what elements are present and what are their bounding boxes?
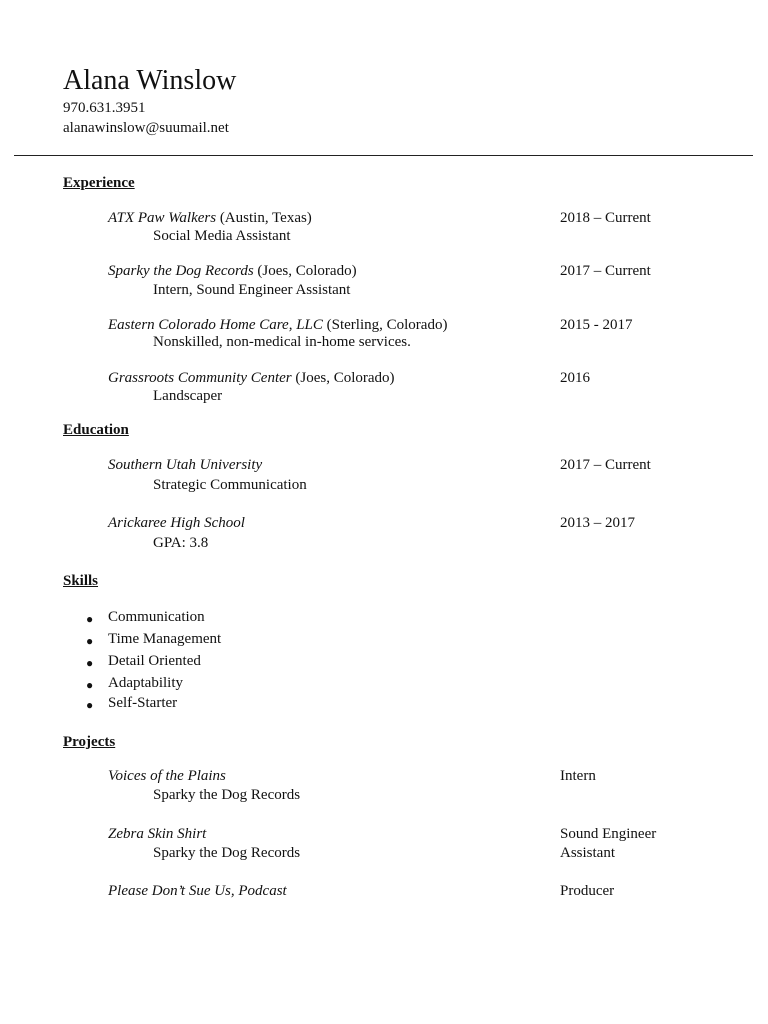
bullet-icon: ●: [86, 634, 94, 648]
project-title: Zebra Skin Shirt: [108, 826, 207, 842]
project-role: Intern: [560, 768, 596, 784]
education-school: Arickaree High School: [108, 515, 245, 531]
project-org: Sparky the Dog Records: [153, 787, 301, 803]
education-heading: Education: [63, 422, 129, 438]
skill-list-item: ● Adaptability: [108, 675, 183, 692]
experience-date: 2016: [560, 370, 590, 386]
bullet-icon: ●: [86, 612, 94, 626]
experience-date: 2015 - 2017: [560, 317, 633, 333]
project-title: Please Don’t Sue Us, Podcast: [108, 883, 287, 899]
experience-org: Grassroots Community Center (Joes, Colorado): [108, 370, 395, 386]
education-school: Southern Utah University: [108, 457, 263, 473]
bullet-icon: ●: [86, 698, 94, 712]
experience-org: ATX Paw Walkers (Austin, Texas): [108, 210, 312, 226]
experience-role: Nonskilled, non-medical in-home services.: [153, 334, 411, 350]
education-detail: Strategic Communication: [153, 477, 307, 493]
project-role: Sound Engineer: [560, 826, 657, 842]
project-org: Sparky the Dog Records: [153, 845, 301, 861]
resume-name: Alana Winslow: [63, 65, 237, 96]
experience-date: 2018 – Current: [560, 210, 651, 226]
experience-org: Sparky the Dog Records (Joes, Colorado): [108, 263, 357, 279]
experience-date: 2017 – Current: [560, 263, 651, 279]
education-date: 2017 – Current: [560, 457, 651, 473]
header-divider: [14, 155, 753, 156]
experience-role: Landscaper: [153, 388, 223, 404]
email-address: alanawinslow@suumail.net: [63, 120, 229, 136]
experience-org: Eastern Colorado Home Care, LLC (Sterling, Colorado): [108, 317, 448, 333]
skills-heading: Skills: [63, 573, 99, 589]
project-title: Voices of the Plains: [108, 768, 226, 784]
skill-list-item: ● Time Management: [108, 631, 221, 648]
bullet-icon: ●: [86, 656, 94, 670]
skill-list-item: ● Self-Starter: [108, 695, 177, 712]
experience-heading: Experience: [63, 175, 135, 191]
phone-number: 970.631.3951: [63, 100, 146, 116]
bullet-icon: ●: [86, 678, 94, 692]
experience-role: Intern, Sound Engineer Assistant: [153, 282, 351, 298]
education-detail: GPA: 3.8: [153, 535, 209, 551]
skill-list-item: ● Detail Oriented: [108, 653, 201, 670]
project-role: Producer: [560, 883, 615, 899]
project-role-continued: Assistant: [560, 845, 616, 861]
experience-role: Social Media Assistant: [153, 228, 291, 244]
projects-heading: Projects: [63, 734, 116, 750]
education-date: 2013 – 2017: [560, 515, 635, 531]
skill-list-item: ● Communication: [108, 609, 205, 626]
